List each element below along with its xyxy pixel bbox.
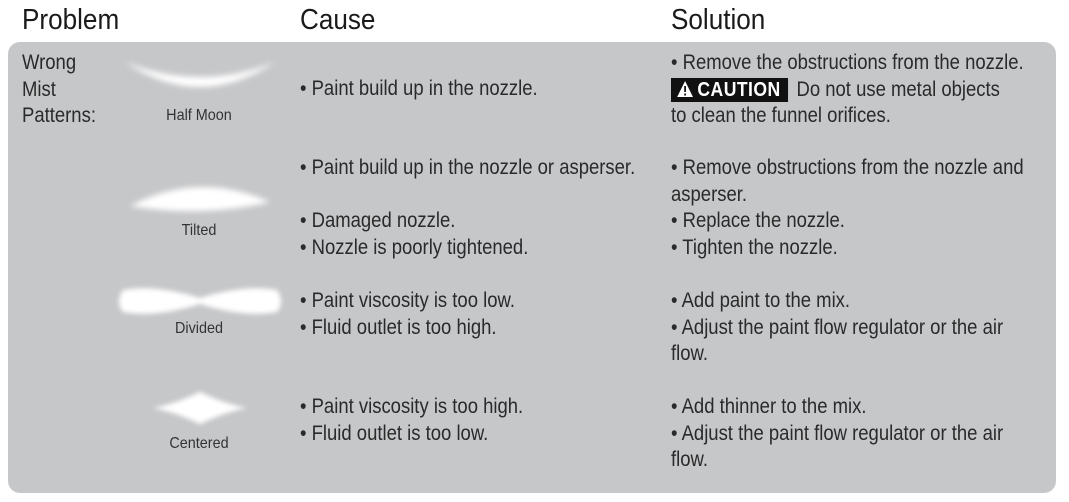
pattern-label-centered: Centered	[169, 435, 229, 452]
solution-cell	[671, 288, 1003, 368]
problem-label	[22, 50, 96, 130]
solution-cell	[671, 50, 1024, 130]
solution-line: asperser.	[671, 182, 748, 206]
solution-cell	[671, 155, 1024, 261]
solution-line: flow.	[671, 342, 708, 365]
cause-cell	[300, 394, 523, 447]
cause-line: • Nozzle is poorly tightened.	[300, 235, 529, 259]
solution-column-header: Solution	[671, 4, 766, 36]
caution-label: CAUTION	[697, 78, 781, 101]
solution-line: • Adjust the paint flow regulator or the air	[671, 421, 1004, 445]
solution-line: • Add thinner to the mix.	[671, 395, 867, 418]
tilted-mist-icon	[118, 172, 283, 222]
divided-mist-icon	[115, 282, 285, 320]
solution-line: • Add paint to the mix.	[671, 289, 851, 312]
warning-triangle-icon	[676, 80, 694, 98]
cause-cell	[300, 76, 538, 103]
solution-line: • Tighten the nozzle.	[671, 235, 838, 259]
pattern-label-tilted: Tilted	[181, 222, 217, 239]
problem-label-line: Wrong	[22, 51, 77, 74]
cause-line: • Fluid outlet is too high.	[300, 315, 497, 339]
pattern-label-half-moon: Half Moon	[166, 107, 232, 124]
cause-line: • Fluid outlet is too low.	[300, 421, 489, 445]
solution-line: • Remove obstructions from the nozzle and	[671, 156, 1024, 179]
solution-cell	[671, 394, 1003, 474]
problem-label-line: Patterns:	[22, 104, 96, 127]
cause-line: • Paint build up in the nozzle.	[300, 77, 538, 100]
problem-label-line: Mist	[22, 77, 56, 101]
caution-line	[671, 77, 1024, 104]
cause-cell	[300, 288, 515, 341]
caution-text: Do not use metal objects	[796, 77, 1000, 101]
cause-line: • Paint build up in the nozzle or asperser.	[300, 156, 636, 179]
centered-mist-icon	[145, 388, 255, 428]
cause-column-header: Cause	[300, 4, 376, 36]
cause-line: • Paint viscosity is too low.	[300, 289, 515, 312]
solution-line: • Adjust the paint flow regulator or the air	[671, 315, 1004, 339]
solution-line: flow.	[671, 448, 708, 471]
pattern-label-divided: Divided	[174, 320, 224, 337]
caution-badge	[671, 78, 788, 102]
cause-spacer	[300, 182, 635, 209]
solution-line: to clean the funnel orifices.	[671, 104, 891, 127]
solution-line: • Remove the obstructions from the nozzle.	[671, 51, 1024, 74]
cause-line: • Damaged nozzle.	[300, 209, 456, 232]
cause-line: • Paint viscosity is too high.	[300, 395, 524, 418]
problem-column-header: Problem	[22, 4, 120, 36]
half-moon-mist-icon	[115, 52, 285, 102]
cause-cell	[300, 155, 635, 261]
solution-line: • Replace the nozzle.	[671, 209, 845, 232]
